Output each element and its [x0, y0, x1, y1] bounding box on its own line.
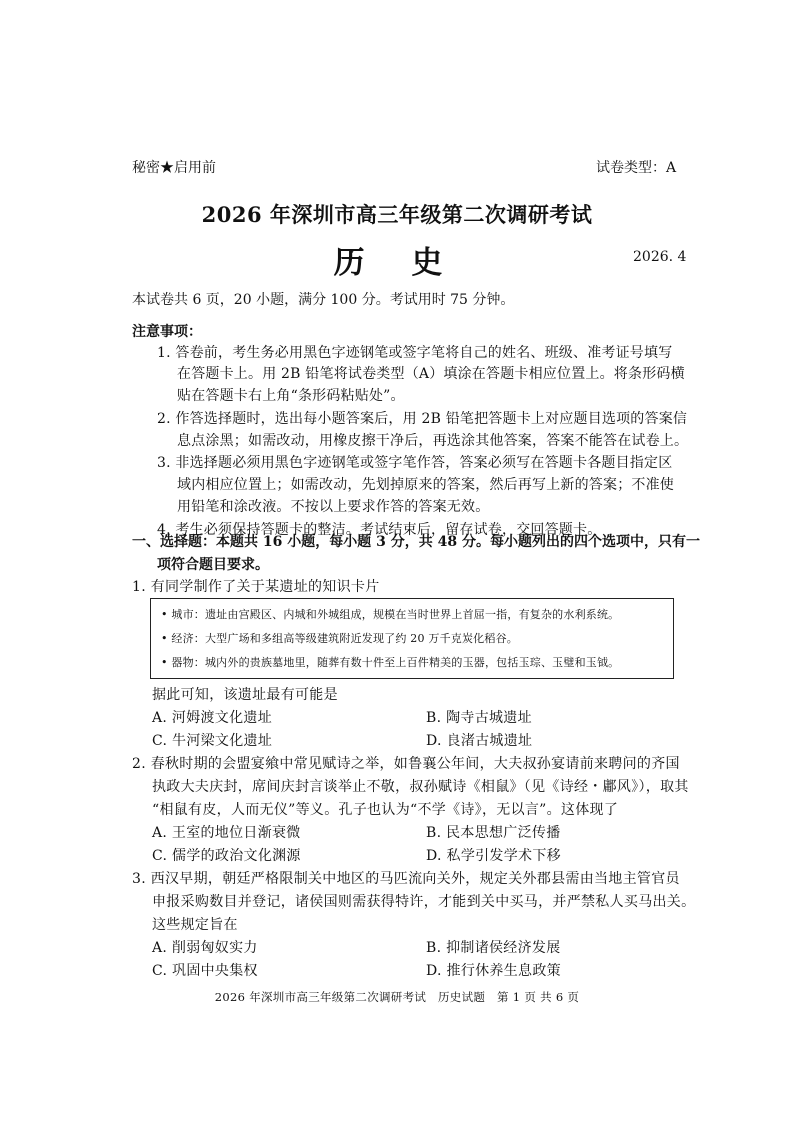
section-heading: 一、选择题：本题共 16 小题，每小题 3 分，共 48 分。每小题列出的四个选项中，只有一 — [132, 534, 700, 550]
exam-subtitle: 2026 年深圳市高三年级第二次调研考试 — [201, 202, 593, 227]
question-2-stem: “相鼠有皮，人而无仪”等义。孔子也认为“不学《诗》，无以言”。这体现了 — [152, 802, 619, 818]
question-3-stem: 申报采购数目并登记，诸侯国则需获得特许，才能到关中买马，并严禁私人买马出关。 — [152, 894, 696, 910]
note-line: 在答题卡上。用 2B 铅笔将试卷类型（A）填涂在答题卡相应位置上。将条形码横 — [177, 366, 685, 382]
page-footer: 2026 年深圳市高三年级第二次调研考试 历史试题 第 1 页 共 6 页 — [214, 990, 580, 1004]
card-line-city: • 城市：遗址由宫殿区、内城和外城组成，规模在当时世界上首屈一指，有复杂的水利系统。 — [161, 608, 620, 621]
note-line: 域内相应位置上；如需改动，先划掉原来的答案，然后再写上新的答案；不准使 — [177, 477, 674, 493]
q1-option-d: D. 良渚古城遗址 — [426, 733, 533, 749]
q2-option-a: A. 王室的地位日渐衰微 — [152, 825, 301, 841]
question-2-stem: 执政大夫庆封，席间庆封言谈举止不敬，叔孙赋诗《相鼠》（见《诗经・鄘风》），取其 — [152, 779, 689, 795]
q2-option-d: D. 私学引发学术下移 — [426, 848, 561, 864]
q2-option-b: B. 民本思想广泛传播 — [426, 825, 561, 841]
paper-type-label: 试卷类型：A — [596, 160, 677, 176]
q2-option-c: C. 儒学的政治文化渊源 — [152, 848, 301, 864]
note-line: 用铅笔和涂改液。不按以上要求作答的答案无效。 — [177, 499, 490, 515]
note-line: 2. 作答选择题时，选出每小题答案后，用 2B 铅笔把答题卡上对应题目选项的答案信 — [157, 411, 688, 427]
q1-option-b: B. 陶寺古城遗址 — [426, 710, 532, 726]
exam-summary: 本试卷共 6 页，20 小题，满分 100 分。考试用时 75 分钟。 — [132, 292, 515, 308]
card-line-artifacts: • 器物：城内外的贵族墓地里，随葬有数十件至上百件精美的玉器，包括玉琮、玉璧和玉钺。 — [161, 656, 620, 669]
q3-option-a: A. 削弱匈奴实力 — [152, 940, 258, 956]
question-1-stem: 1. 有同学制作了关于某遗址的知识卡片 — [132, 579, 380, 595]
question-2-stem: 2. 春秋时期的会盟宴飨中常见赋诗之举，如鲁襄公年间，大夫叔孙宴请前来聘问的齐国 — [132, 756, 680, 772]
knowledge-card — [150, 598, 674, 679]
question-1-ask: 据此可知，该遗址最有可能是 — [152, 687, 338, 703]
note-line: 1. 答卷前，考生务必用黑色字迹钢笔或签字笔将自己的姓名、班级、准考证号填写 — [157, 345, 673, 361]
q3-option-c: C. 巩固中央集权 — [152, 963, 258, 979]
note-line: 4. 考生必须保持答题卡的整洁。考试结束后，留存试卷，交回答题卡。 — [157, 522, 602, 538]
q3-option-d: D. 推行休养生息政策 — [426, 963, 561, 979]
subject-title: 历 史 — [333, 245, 461, 281]
question-3-stem: 这些规定旨在 — [152, 917, 238, 933]
exam-date: 2026. 4 — [633, 249, 687, 265]
card-line-economy: • 经济：大型广场和多组高等级建筑附近发现了约 20 万千克炭化稻谷。 — [161, 632, 518, 645]
confidential-label: 秘密★启用前 — [132, 160, 216, 176]
note-line: 3. 非选择题必须用黑色字迹钢笔或签字笔作答，答案必须写在答题卡各题目指定区 — [157, 455, 673, 471]
notes-heading: 注意事项： — [132, 324, 202, 340]
q1-option-a: A. 河姆渡文化遗址 — [152, 710, 273, 726]
section-heading-cont: 项符合题目要求。 — [157, 557, 269, 573]
note-line: 贴在答题卡右上角“条形码粘贴处”。 — [177, 388, 405, 404]
q1-option-c: C. 牛河梁文化遗址 — [152, 733, 273, 749]
question-3-stem: 3. 西汉早期，朝廷严格限制关中地区的马匹流向关外，规定关外郡县需由当地主管官员 — [132, 871, 680, 887]
q3-option-b: B. 抑制诸侯经济发展 — [426, 940, 561, 956]
note-line: 息点涂黑；如需改动，用橡皮擦干净后，再选涂其他答案，答案不能答在试卷上。 — [177, 433, 689, 449]
